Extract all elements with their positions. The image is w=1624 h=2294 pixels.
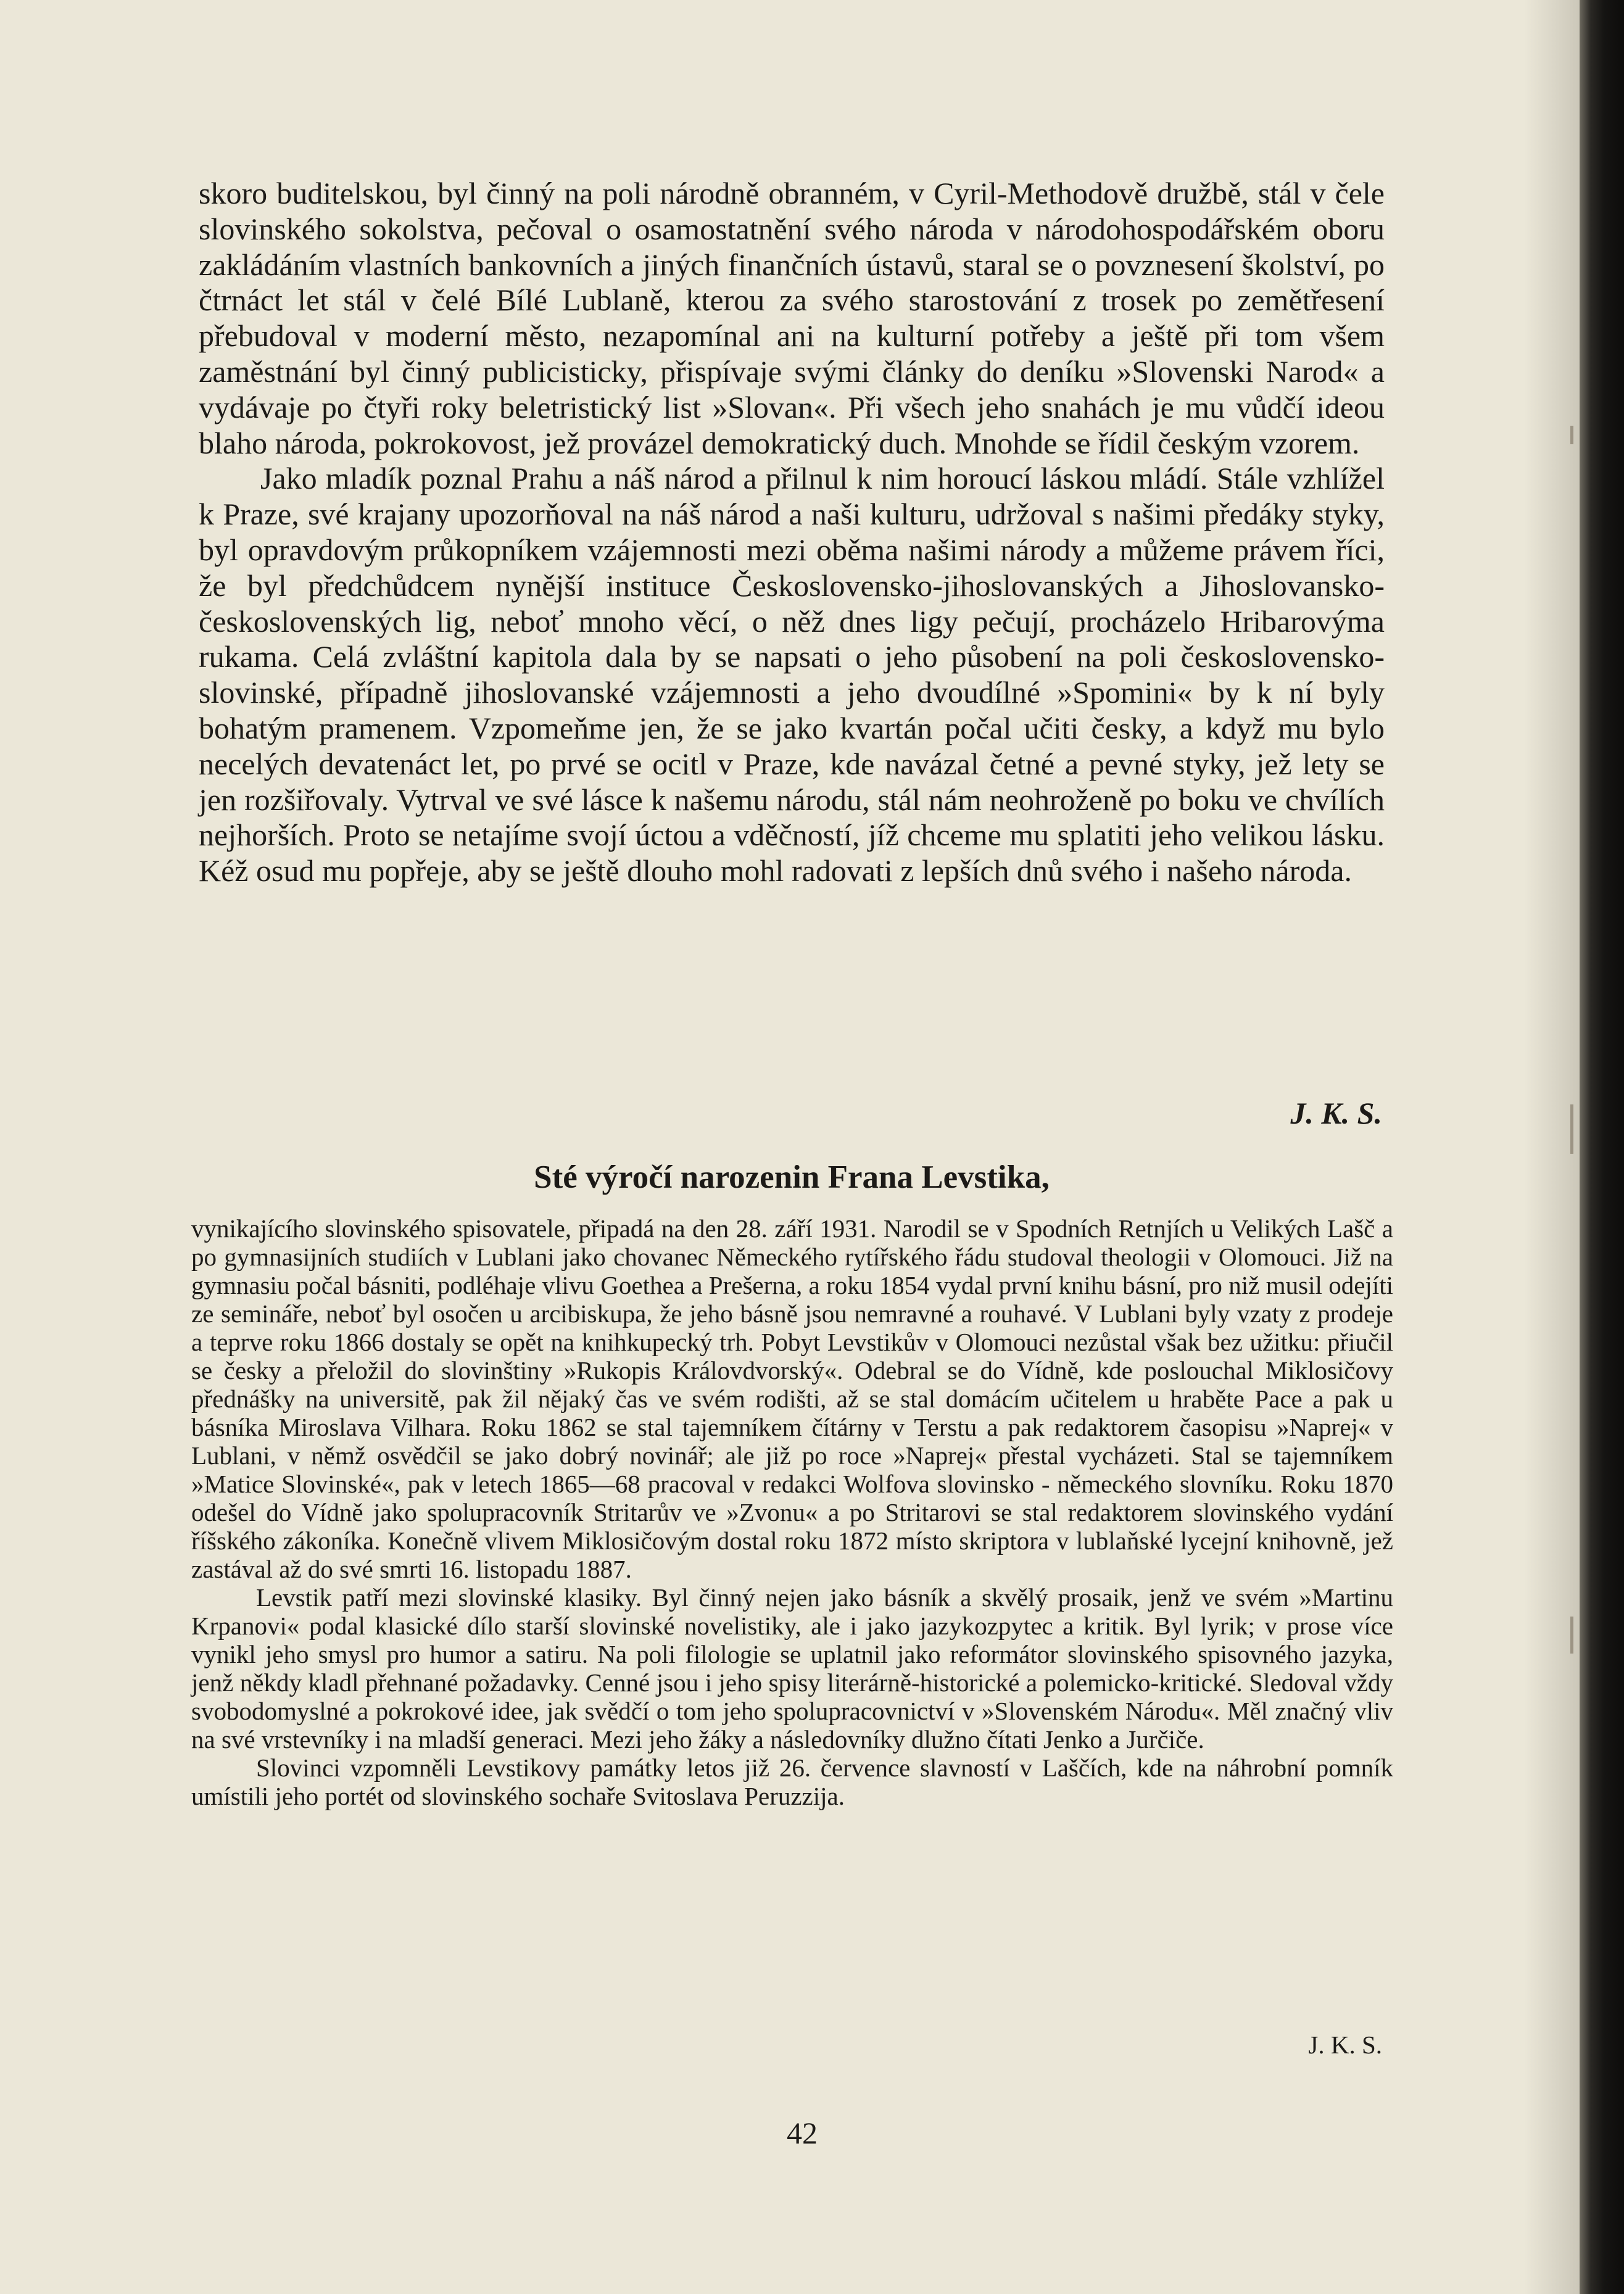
main-paragraph-2: Jako mladík poznal Prahu a náš národ a přilnul k nim horoucí láskou mládí. Stále vzhlížel k Praze, své krajany upozorňoval na náš národ a naši kulturu, udržoval s našimi předáky styky, byl opravdovým průkopníkem vzájemnosti mezi oběma našimi národy a můžeme právem říci, že byl předchůdcem nynější instituce Československo-jihoslovanských a Jihoslovansko-československých lig, neboť mnoho věcí, o něž dnes ligy pečují, procházelo Hribarovýma rukama. Celá zvláštní kapitola dala by se napsati o jeho působení na poli československo-slovinské, případně jihoslovanské vzájemnosti a jeho dvoudílné »Spomini« by k ní byly bohatým pramenem. Vzpomeňme jen, že se jako kvartán počal učiti česky, a když mu bylo necelých devatenáct let, po prvé se ocitl v Praze, kde navázal četné a pevné styky, jež lety se jen rozšiřovaly. Vytrval ve své lásce k našemu národu, stál nám neohroženě po boku ve chvílích nejhorších. Proto se netajíme svojí úctou a vděčností, jíž chceme mu splatiti jeho velikou lásku. Kéž osud mu popřeje, aby se ještě dlouho mohl radovati z lepších dnů svého i našeho národa. [199, 461, 1385, 888]
scan-mark [1570, 1617, 1573, 1654]
article-heading: Sté výročí narozenin Frana Levstika, [534, 1159, 1050, 1195]
article-text [191, 1214, 1393, 1810]
main-paragraph-1: skoro buditelskou, byl činný na poli národně obranném, v Cyril-Methodově družbě, stál v čele slovinského sokolstva, pečoval o osamostatnění svého národa v národohospodářském oboru zakládáním vlastních bankovních a jiných finančních ústavů, staral se o povznesení školství, po čtrnáct let stál v čelé Bílé Lublaně, kterou za svého starostování z trosek po zemětřesení přebudoval v moderní město, nezapomínal ani na kulturní potřeby a ještě při tom všem zaměstnání byl činný publicisticky, přispívaje svými články do deníku »Slovenski Narod« a vydávaje po čtyři roky beletristický list »Slovan«. Při všech jeho snahách je mu vůdčí ideou blaho národa, pokrokovost, jež provázel demokratický duch. Mnohde se řídil českým vzorem. [199, 176, 1385, 460]
article-paragraph-2: Levstik patří mezi slovinské klasiky. Byl činný nejen jako básník a skvělý prosaik, jenž ve svém »Martinu Krpanovi« podal klasické dílo starší slovinské novelistiky, ale i jako jazykozpytec a kritik. Byl lyrik; v prose více vynikl jeho smysl pro humor a satiru. Na poli filologie se uplatnil jako reformátor slovinského spisovného jazyka, jenž někdy kladl přehnané požadavky. Cenné jsou i jeho spisy literárně-historické a polemicko-kritické. Sledoval vždy svobodomyslné a pokrokové idee, jak svědčí o tom jeho spolupracovnictví v »Slovenském Národu«. Měl značný vliv na své vrstevníky i na mladší generaci. Mezi jeho žáky a následovníky dlužno čítati Jenko a Jurčiče. [191, 1583, 1393, 1754]
page-number: 42 [787, 2116, 818, 2150]
main-text [199, 176, 1385, 889]
book-binding [1580, 0, 1624, 2294]
scan-mark [1570, 1104, 1573, 1154]
article-paragraph-1: vynikajícího slovinského spisovatele, připadá na den 28. září 1931. Narodil se v Spodních Retnjích u Velikých Lašč a po gymnasijních studiích v Lublani jako chovanec Německého rytířského řádu studoval theologii v Olomouci. Již na gymnasiu počal básniti, podléhaje vlivu Goethea a Prešerna, a roku 1854 vydal první knihu básní, pro niž musil odejíti ze semináře, neboť byl osočen u arcibiskupa, že jeho básně jsou nemravné a rouhavé. V Lublani byly vzaty z prodeje a teprve roku 1866 dostaly se opět na knihkupecký trh. Pobyt Levstikův v Olomouci nezůstal však bez užitku: přiučil se česky a přeložil do slovinštiny »Rukopis Královdvorský«. Odebral se do Vídně, kde poslouchal Miklosičovy přednášky na universitě, pak žil nějaký čas ve svém rodišti, až se stal domácím učitelem u hraběte Pace a pak u básníka Miroslava Vilhara. Roku 1862 se stal tajemníkem čítárny v Terstu a pak redaktorem časopisu »Naprej« v Lublani, v němž osvědčil se jako dobrý novinář; ale již po roce »Naprej« přestal vycházeti. Stal se tajemníkem »Matice Slovinské«, pak v letech 1865—68 pracoval v redakci Wolfova slovinsko - německého slovníku. Roku 1870 odešel do Vídně jako spolupracovník Stritarův ve »Zvonu« a po Stritarovi se stal redaktorem slovinského vydání říšského zákoníka. Konečně vlivem Miklosičovým dostal roku 1872 místo skriptora v lublaňské lycejní knihovně, jež zastával až do své smrti 16. listopadu 1887. [191, 1214, 1393, 1583]
scan-mark [1570, 426, 1573, 444]
main-signature: J. K. S. [1290, 1096, 1382, 1130]
article-signature: J. K. S. [1308, 2031, 1382, 2059]
article-paragraph-3: Slovinci vzpomněli Levstikovy památky letos již 26. července slavností v Laščích, kde na náhrobní pomník umístili jeho portét od slovinského sochaře Svitoslava Peruzzija. [191, 1754, 1393, 1810]
